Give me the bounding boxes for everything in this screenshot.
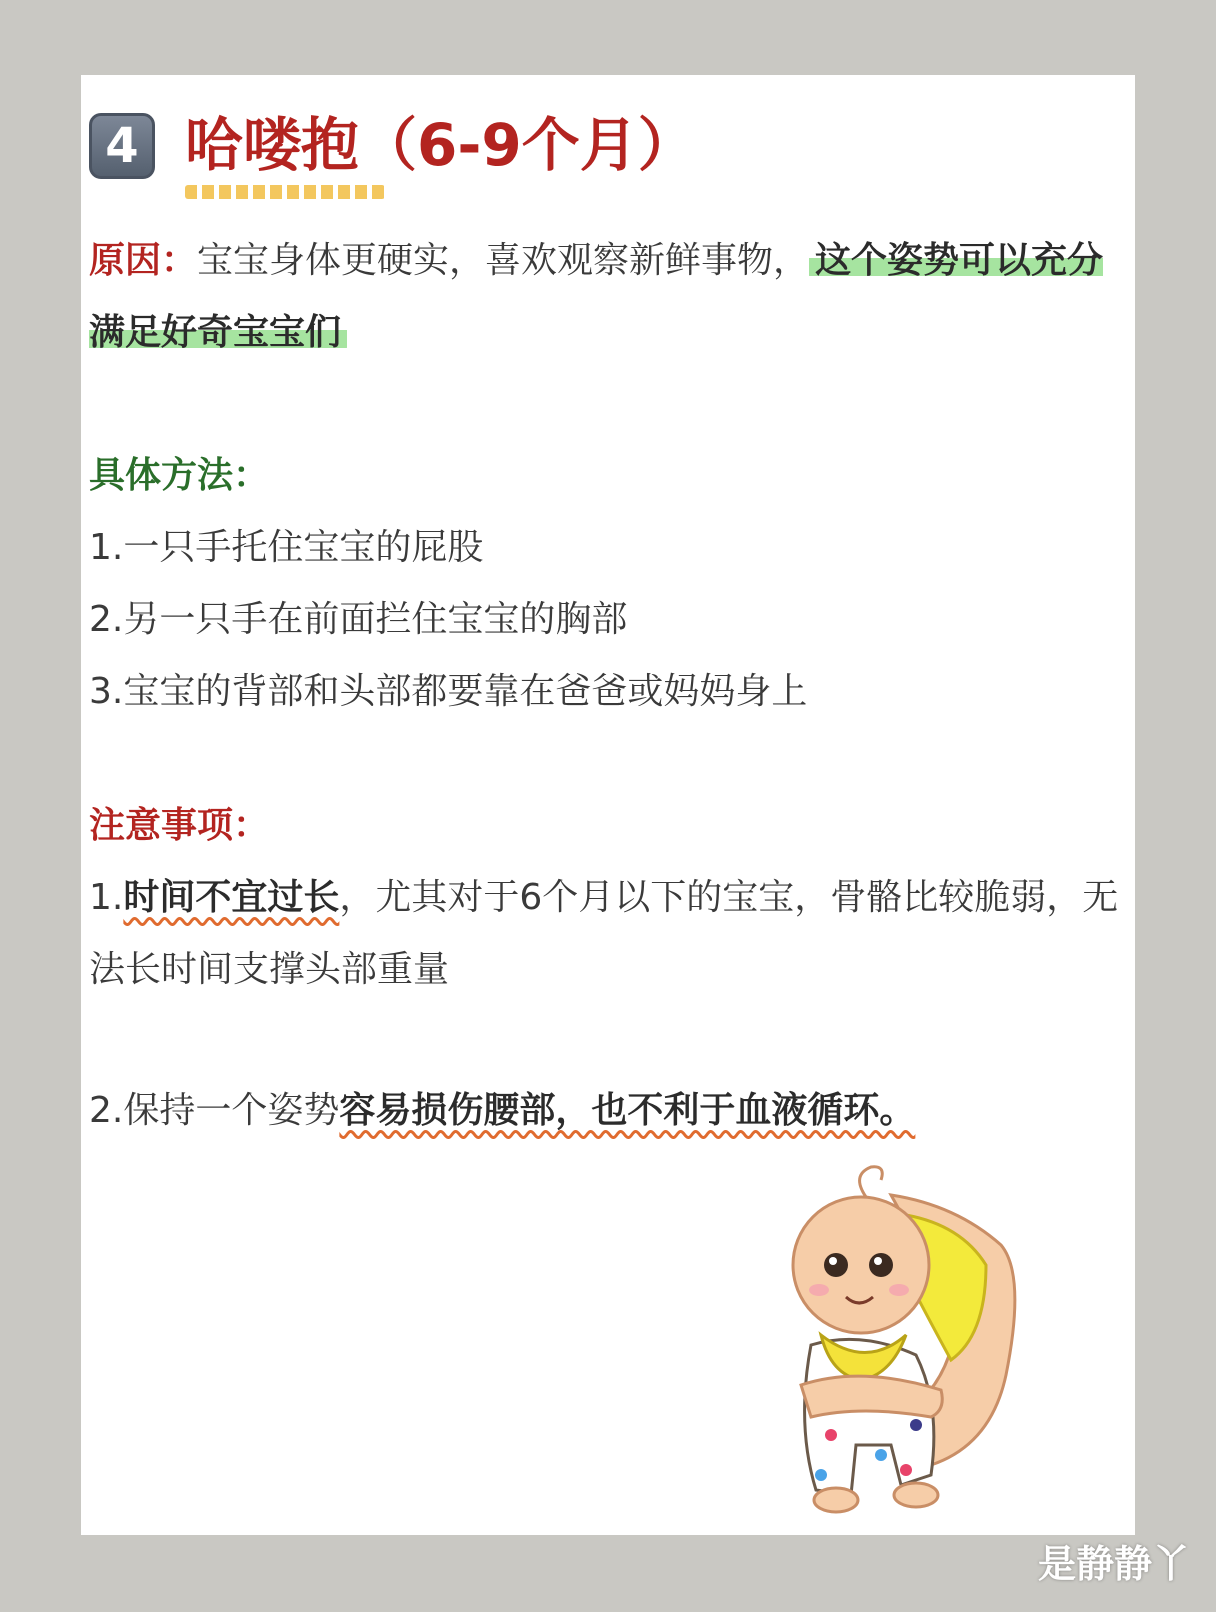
note-item-1 — [89, 877, 1118, 990]
method-label: 具体方法： — [89, 455, 270, 496]
note-2-emphasis: 容易损伤腰部，也不利于血液循环。 — [339, 1090, 916, 1131]
note-2-prefix: 2.保持一个姿势 — [89, 1090, 340, 1131]
title-dash-decoration — [185, 185, 385, 199]
number-badge: 4 — [89, 113, 155, 179]
note-1-rest: ，尤其对于6个月以下的宝宝，骨骼比较脆弱，无法长时间支撑头部重量 — [89, 877, 1119, 990]
method-step: 2.另一只手在前面拦住宝宝的胸部 — [89, 599, 628, 640]
section-title: 哈喽抱（6-9个月） — [185, 111, 696, 179]
method-step: 3.宝宝的背部和头部都要靠在爸爸或妈妈身上 — [89, 671, 808, 712]
method-step: 1.一只手托住宝宝的屁股 — [89, 527, 484, 568]
baby-holding-illustration — [741, 1155, 1041, 1530]
watermark: 是静静丫 — [1037, 1542, 1190, 1586]
note-1-emphasis: 时间不宜过长 — [123, 877, 340, 918]
note-1-prefix: 1. — [89, 877, 124, 918]
reason-label: 原因： — [89, 240, 198, 281]
reason-highlight: 这个姿势可以充分满足好奇宝宝们 — [89, 240, 1104, 353]
note-item-2 — [89, 1075, 1129, 1147]
reason-paragraph — [89, 225, 1129, 369]
method-section — [89, 440, 1129, 728]
notes-section — [89, 790, 1129, 1006]
content-card — [81, 75, 1135, 1535]
reason-text: 宝宝身体更硬实，喜欢观察新鲜事物， — [197, 240, 810, 281]
notes-label: 注意事项： — [89, 805, 270, 846]
